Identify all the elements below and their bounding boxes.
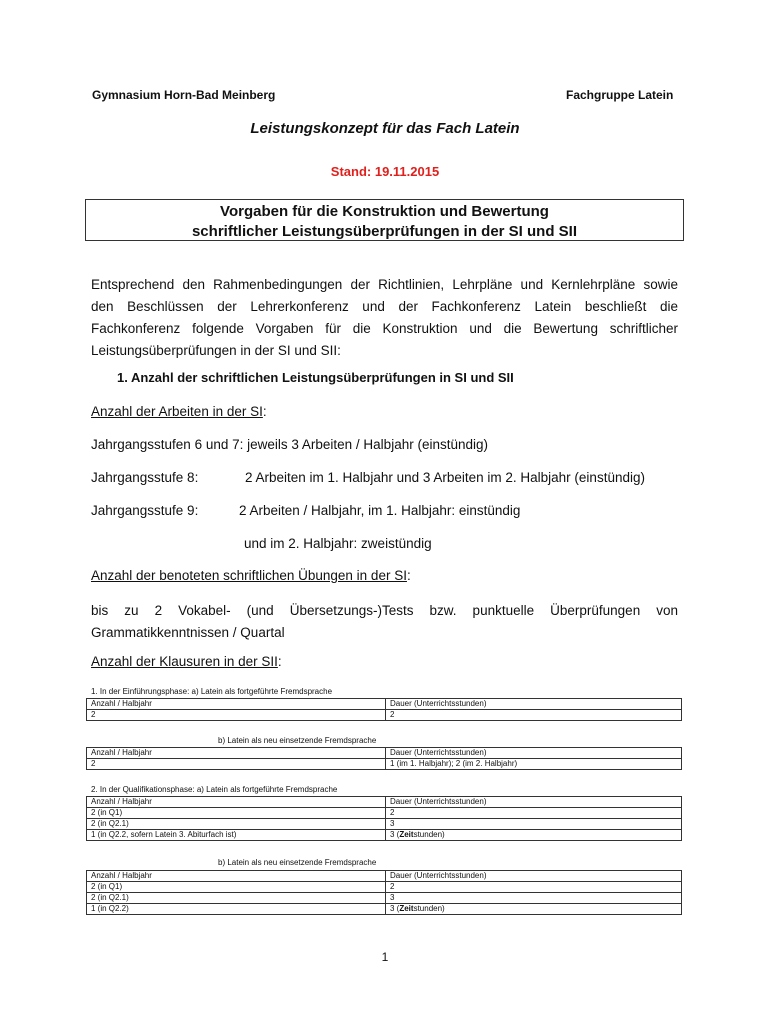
intro-line: Entsprechend den Rahmenbedingungen der Richtlinien, Lehrpläne und Kernlehrpläne sowie <box>91 277 678 292</box>
table-cell: 2 <box>386 882 682 893</box>
sii-table-ef-fortgefuehrt <box>86 698 682 721</box>
sii-heading-wrap <box>91 654 282 669</box>
page-number: 1 <box>381 950 389 964</box>
si-j8-text: 2 Arbeiten im 1. Halbjahr und 3 Arbeiten im 2. Halbjahr (einstündig) <box>245 470 645 485</box>
si-j9-text2: und im 2. Halbjahr: zweistündig <box>244 536 432 551</box>
cell-text: stunden) <box>413 830 445 839</box>
table-cell: 1 (in Q2.2) <box>87 904 386 915</box>
si-j8-label: Jahrgangsstufe 8: <box>91 470 199 485</box>
table-row <box>87 759 682 770</box>
table-row <box>87 699 682 710</box>
table-cell: 2 <box>386 808 682 819</box>
table-row <box>87 748 682 759</box>
si-line-6-7: Jahrgangsstufen 6 und 7: jeweils 3 Arbeiten / Halbjahr (einstündig) <box>91 437 488 452</box>
cell-text: 3 ( <box>390 904 400 913</box>
stand-date: Stand: 19.11.2015 <box>330 164 440 179</box>
table-cell: Anzahl / Halbjahr <box>87 871 386 882</box>
si-heading-wrap <box>91 404 267 419</box>
table-cell: Dauer (Unterrichtsstunden) <box>386 797 682 808</box>
table-cell: Anzahl / Halbjahr <box>87 699 386 710</box>
table-cell: 2 <box>386 710 682 721</box>
table-cell: 2 (in Q2.1) <box>87 819 386 830</box>
intro-line: Fachkonferenz folgende Vorgaben für die Konstruktion und die Bewertung schriftlicher <box>91 321 678 336</box>
uebungen-line: bis zu 2 Vokabel- (und Übersetzungs-)Tests bzw. punktuelle Überprüfungen von <box>91 603 678 618</box>
si-j9-label: Jahrgangsstufe 9: <box>91 503 199 518</box>
sii-caption-2: b) Latein als neu einsetzende Fremdsprache <box>218 736 377 745</box>
table-cell: 2 <box>87 759 386 770</box>
uebungen-paragraph <box>91 600 678 644</box>
uebungen-heading: Anzahl der benoteten schriftlichen Übungen in der SI <box>91 568 407 583</box>
table-row <box>87 904 682 915</box>
header-group: Fachgruppe Latein <box>566 88 674 102</box>
title-box-line1: Vorgaben für die Konstruktion und Bewertung <box>220 203 549 220</box>
uebungen-heading-colon: : <box>406 568 411 583</box>
sii-heading: Anzahl der Klausuren in der SII <box>91 654 278 669</box>
si-heading: Anzahl der Arbeiten in der SI <box>91 404 263 419</box>
cell-text-bold: Zeit <box>399 904 414 913</box>
sii-caption-4: b) Latein als neu einsetzende Fremdsprache <box>218 858 377 867</box>
table-cell: 3 <box>386 893 682 904</box>
cell-text: stunden) <box>413 904 445 913</box>
table-cell: Anzahl / Halbjahr <box>87 797 386 808</box>
sii-caption-3: 2. In der Qualifikationsphase: a) Latein als fortgeführte Fremdsprache <box>91 785 338 794</box>
title-box <box>85 199 684 241</box>
header-school: Gymnasium Horn-Bad Meinberg <box>92 88 276 102</box>
sii-table-ef-neu <box>86 747 682 770</box>
table-cell <box>386 830 682 841</box>
table-cell: 2 (in Q1) <box>87 808 386 819</box>
intro-line: Leistungsüberprüfungen in der SI und SII: <box>91 343 341 358</box>
table-row <box>87 830 682 841</box>
table-row <box>87 710 682 721</box>
table-cell: 2 (in Q2.1) <box>87 893 386 904</box>
title-box-line2: schriftlicher Leistungsüberprüfungen in der SI und SII <box>191 223 578 240</box>
table-cell: 2 <box>87 710 386 721</box>
intro-paragraph <box>91 274 678 362</box>
cell-text-bold: Zeit <box>399 830 414 839</box>
table-cell: Dauer (Unterrichtsstunden) <box>386 748 682 759</box>
table-row <box>87 893 682 904</box>
intro-line: den Beschlüssen der Lehrerkonferenz und der Fachkonferenz Latein beschließt die <box>91 299 678 314</box>
cell-text: 3 ( <box>390 830 400 839</box>
table-cell: 3 <box>386 819 682 830</box>
si-j9-text: 2 Arbeiten / Halbjahr, im 1. Halbjahr: einstündig <box>239 503 521 518</box>
table-row <box>87 819 682 830</box>
uebungen-line: Grammatikkenntnissen / Quartal <box>91 625 285 640</box>
document-title: Leistungskonzept für das Fach Latein <box>250 120 520 137</box>
table-cell: Dauer (Unterrichtsstunden) <box>386 871 682 882</box>
table-cell: 1 (in Q2.2, sofern Latein 3. Abiturfach ist) <box>87 830 386 841</box>
table-cell: Anzahl / Halbjahr <box>87 748 386 759</box>
sii-caption-1: 1. In der Einführungsphase: a) Latein als fortgeführte Fremdsprache <box>91 687 333 696</box>
table-cell: 2 (in Q1) <box>87 882 386 893</box>
table-cell: Dauer (Unterrichtsstunden) <box>386 699 682 710</box>
sii-table-q-fortgefuehrt <box>86 796 682 841</box>
si-heading-colon: : <box>262 404 267 419</box>
sii-table-q-neu <box>86 870 682 915</box>
table-row <box>87 871 682 882</box>
uebungen-heading-wrap <box>91 568 411 583</box>
sii-heading-colon: : <box>277 654 282 669</box>
section-heading-1: 1. Anzahl der schriftlichen Leistungsüberprüfungen in SI und SII <box>117 370 514 385</box>
table-row <box>87 882 682 893</box>
table-cell <box>386 904 682 915</box>
table-row <box>87 797 682 808</box>
table-cell: 1 (im 1. Halbjahr); 2 (im 2. Halbjahr) <box>386 759 682 770</box>
table-row <box>87 808 682 819</box>
